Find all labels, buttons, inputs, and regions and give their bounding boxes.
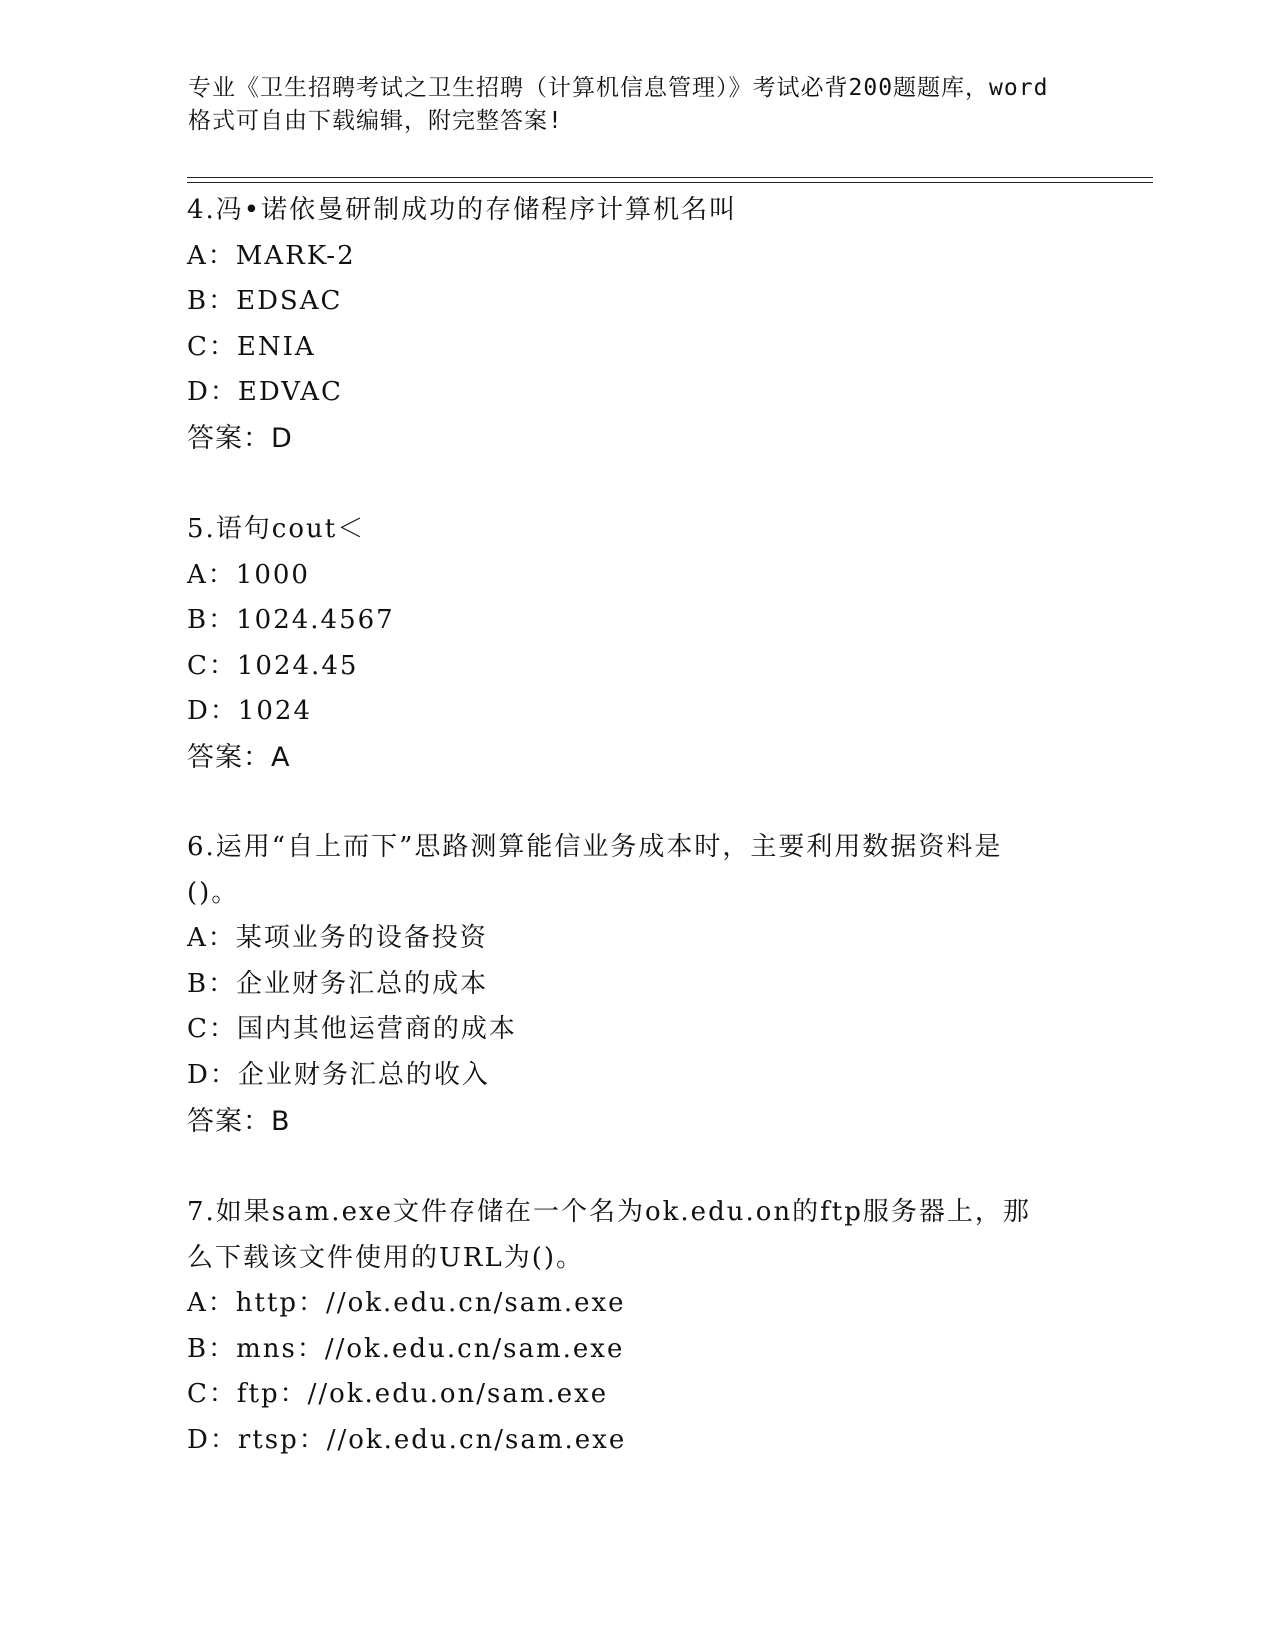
question-6 — [187, 825, 1087, 1144]
header-line-1: 专业《卫生招聘考试之卫生招聘（计算机信息管理）》考试必背200题题库，word — [188, 75, 1049, 101]
question-stem: 6.运用“自上而下”思路测算能信业务成本时，主要利用数据资料是 — [187, 832, 1003, 862]
option-a: A：http：//ok.edu.cn/sam.exe — [187, 1288, 626, 1319]
option-d: D：EDVAC — [187, 377, 343, 408]
header-line-2: 格式可自由下载编辑，附完整答案! — [188, 108, 563, 134]
option-d: D：1024 — [187, 696, 313, 727]
option-c: C：ftp：//ok.edu.on/sam.exe — [187, 1379, 609, 1410]
option-d: D：rtsp：//ok.edu.cn/sam.exe — [187, 1424, 627, 1455]
question-stem: 5.语句cout＜ — [187, 514, 366, 544]
option-a: A：某项业务的设备投资 — [187, 923, 488, 954]
option-a: A：MARK-2 — [187, 240, 356, 271]
answer-line: 答案：A — [187, 741, 291, 773]
option-b: B：1024.4567 — [187, 605, 395, 636]
question-stem-continued: 么下载该文件使用的URL为()。 — [187, 1242, 585, 1273]
question-4 — [187, 188, 1087, 462]
option-c: C：1024.45 — [187, 650, 359, 681]
question-5 — [187, 507, 1087, 781]
header-divider-top — [187, 177, 1153, 178]
answer-line: 答案：D — [187, 422, 293, 454]
document-header — [188, 72, 1088, 138]
answer-line: 答案：B — [187, 1105, 291, 1137]
question-stem-continued: ()。 — [187, 877, 240, 908]
header-divider-bottom — [187, 182, 1153, 183]
option-b: B：EDSAC — [187, 286, 343, 317]
option-d: D：企业财务汇总的收入 — [187, 1059, 490, 1090]
option-c: C：ENIA — [187, 331, 316, 362]
question-7 — [187, 1190, 1087, 1464]
option-b: B：企业财务汇总的成本 — [187, 968, 489, 999]
option-b: B：mns：//ok.edu.cn/sam.exe — [187, 1333, 625, 1364]
question-stem: 4.冯•诺依曼研制成功的存储程序计算机名叫 — [187, 195, 738, 225]
question-stem: 7.如果sam.exe文件存储在一个名为ok.edu.on的ftp服务器上，那 — [187, 1197, 1031, 1227]
option-a: A：1000 — [187, 559, 310, 590]
option-c: C：国内其他运营商的成本 — [187, 1014, 517, 1045]
